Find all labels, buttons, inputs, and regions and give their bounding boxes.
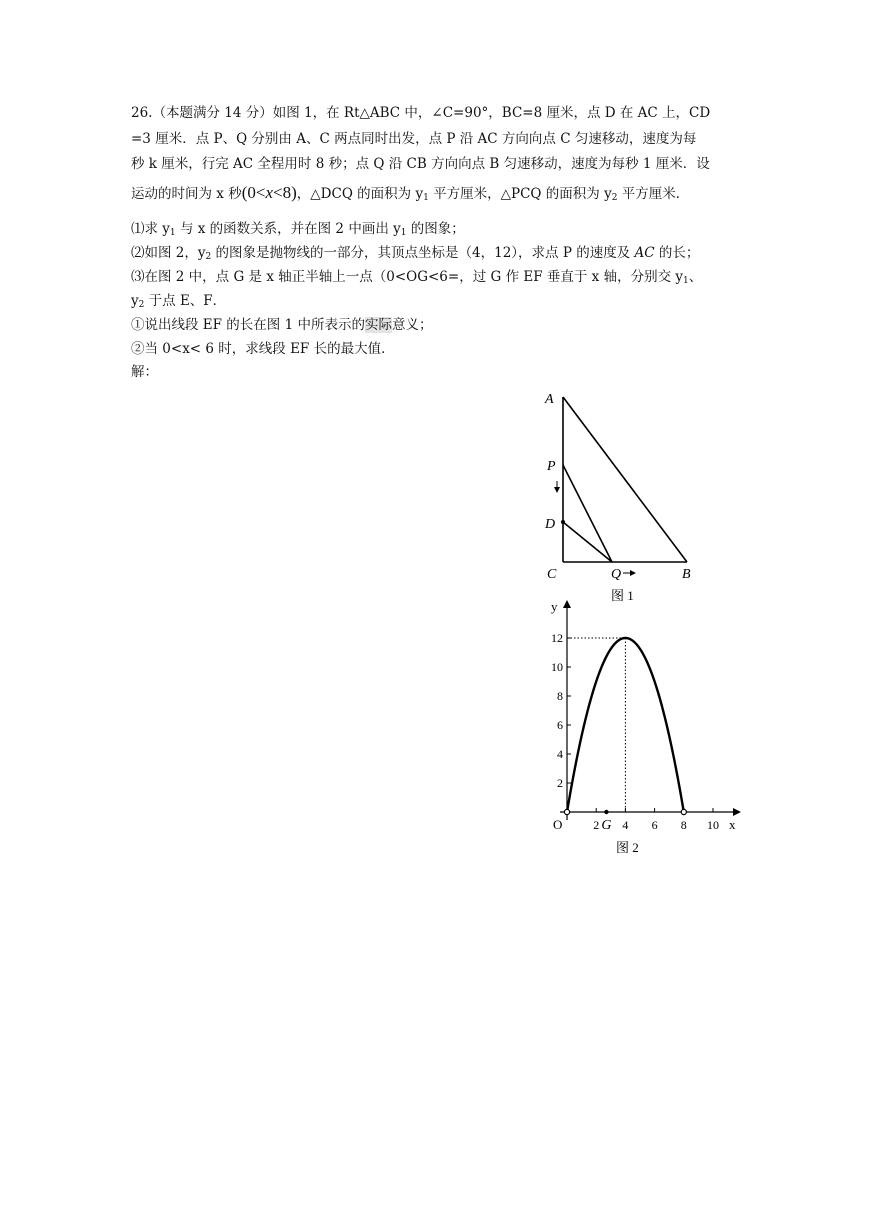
label-q: Q (611, 567, 622, 582)
y-axis-label: y (551, 599, 558, 614)
y-tick-label: 4 (557, 747, 563, 761)
x-tick-label: 10 (707, 818, 719, 832)
y-tick-label: 2 (557, 776, 563, 790)
open-endpoint (564, 809, 569, 814)
problem-line-4-text-a: 运动的时间为 x 秒 (131, 186, 242, 202)
answer-label: 解： (131, 364, 158, 380)
question-1: ⑴求 $y_1$ 与 x 的函数关系，并在图 2 中画出 $y_1$ 的图象； (131, 221, 465, 238)
y-tick-label: 10 (551, 660, 563, 674)
highlighted-text: 实际 (364, 317, 392, 333)
point-g-label: G (601, 818, 612, 833)
question-3: ⑶在图 2 中，点 G 是 x 轴正半轴上一点（0<OG<6=，过 G 作 EF 垂直于 x 轴，分别交 $y_1$、 (131, 269, 703, 286)
x-tick-label: 2 (593, 818, 600, 832)
label-d: D (545, 517, 556, 532)
y-tick-label: 8 (557, 689, 563, 703)
y-tick-label: 12 (551, 631, 563, 645)
x-axis-arrow-icon (733, 808, 741, 816)
question-2: ⑵如图 2，$y_2$ 的图象是抛物线的一部分，其顶点坐标是（4，12），求点 P 的速度及 AC 的长； (131, 245, 700, 262)
figure-1-caption: 图 1 (611, 588, 634, 603)
x-tick-label: 4 (622, 818, 629, 832)
x-tick-label: 6 (651, 818, 658, 832)
time-range-inequality: (0<x<8) (241, 183, 297, 202)
y-axis-arrow-icon (563, 600, 571, 608)
label-a: A (545, 392, 554, 407)
label-b: B (682, 567, 691, 582)
x-axis-label: x (729, 817, 736, 832)
problem-line-4-text-d: 平方厘米． (617, 186, 690, 202)
label-p: P (547, 459, 556, 474)
question-3-1: ①说出线段 EF 的长在图 1 中所表示的实际意义； (131, 317, 433, 333)
problem-line-4: 运动的时间为 x 秒(0<x<8)，△DCQ 的面积为 $y_1$ 平方厘米，△PCQ 的面积为 $y_2$ 平方厘米． (131, 183, 690, 203)
problem-line-2-text: =3 厘米．点 P、Q 分别由 A、C 两点同时出发，点 P 沿 AC 方向向点 C 匀速移动，速度为每 (131, 131, 697, 147)
x-tick-label: 8 (680, 818, 687, 832)
problem-line-4-text-b: ，△DCQ 的面积为 y (296, 186, 424, 202)
origin-label: O (553, 817, 563, 832)
problem-line-3-text: 秒 k 厘米，行完 AC 全程用时 8 秒；点 Q 沿 CB 方向向点 B 匀速移动，速度为每秒 1 厘米．设 (131, 156, 710, 172)
open-endpoint (681, 809, 686, 814)
question-3-2: ②当 0<x< 6 时，求线段 EF 长的最大值． (131, 341, 395, 357)
question-3-continued: $y_2$ 于点 E、F． (131, 293, 227, 310)
y-tick-label: 6 (557, 718, 563, 732)
point-g-dot (604, 810, 608, 814)
figure-2-caption: 图 2 (616, 840, 639, 855)
problem-line-4-text-c: 平方厘米，△PCQ 的面积为 y (428, 186, 612, 202)
label-c: C (547, 567, 557, 582)
problem-line-1-text: 26.（本题满分 14 分）如图 1，在 Rt△ABC 中，∠C=90°，BC=8 厘米，点 D 在 AC 上，CD (131, 105, 711, 121)
